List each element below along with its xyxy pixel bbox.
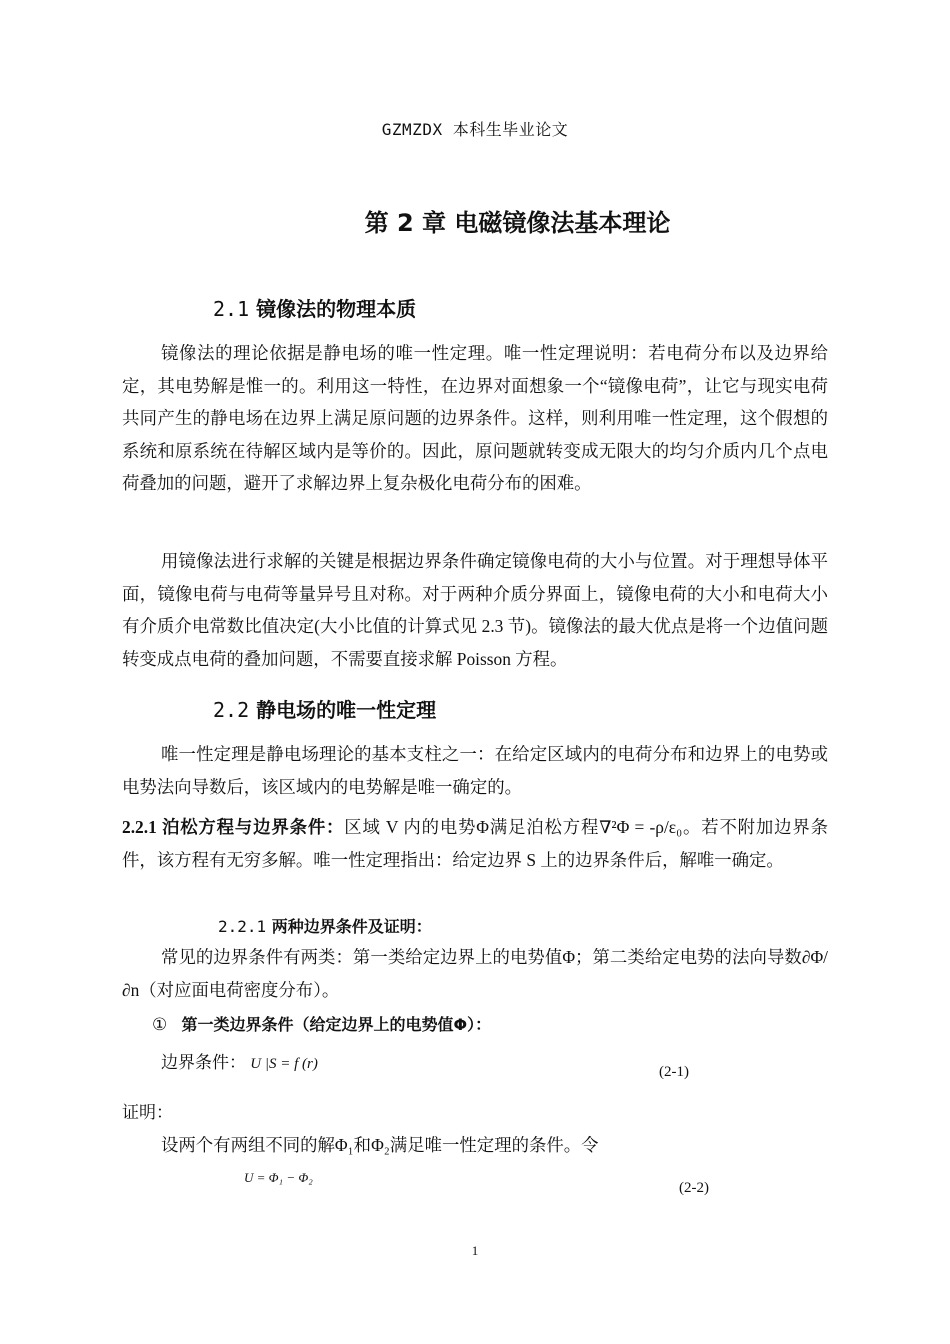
list-marker: ① — [152, 1015, 168, 1034]
subsection-2-2-1-heading — [218, 914, 432, 937]
proof-text: 设两个有两组不同的解Φ₁和Φ₂满足唯一性定理的条件。令 — [161, 1135, 599, 1155]
section-2-1-heading — [213, 293, 416, 322]
section-2-1-paragraph-1: 镜像法的理论依据是静电场的唯一性定理。唯一性定理说明：若电荷分布以及边界给定，其电势解是惟一的。利用这一特性，在边界对面想象一个“镜像电荷”，让它与现实电荷共同产生的静电场在边界上满足原问题的边界条件。这样，则利用唯一性定理，这个假想的系统和原系统在待解区域内是等价的。因此，原问题就转变成无限大的均匀介质内几个点电荷叠加的问题，避开了求解边界上复杂极化电荷分布的困难。 — [122, 343, 828, 494]
boundary-condition-line — [161, 1048, 318, 1073]
subsection-2-2-1-title: 两种边界条件及证明： — [271, 917, 432, 936]
equation-2-2-formula: U = Φ₁ − Φ₂ — [244, 1170, 313, 1185]
chapter-title: 第 2 章 电磁镜像法基本理论 — [364, 209, 671, 237]
subheading-2-2-1-inline: 2.2.1 泊松方程与边界条件： — [122, 817, 345, 837]
list-item-1 — [152, 1012, 491, 1035]
proof-label: 证明： — [122, 1103, 173, 1122]
boundary-condition-label: 边界条件： — [161, 1053, 246, 1072]
section-2-1-number: 2.1 — [213, 297, 250, 321]
subsection-2-2-1-paragraph: 常见的边界条件有两类：第一类给定边界上的电势值Φ；第二类给定电势的法向导数∂Φ/∂n（对应面电荷密度分布）。 — [122, 947, 828, 1000]
section-2-1-title: 镜像法的物理本质 — [256, 297, 417, 321]
page-number: 1 — [471, 1243, 479, 1258]
section-2-1-paragraph-2: 用镜像法进行求解的关键是根据边界条件确定镜像电荷的大小与位置。对于理想导体平面，镜像电荷与电荷等量异号且对称。对于两种介质分界面上，镜像电荷的大小和电荷大小有介质介电常数比值决定(大小比值的计算式见 2.3 节)。镜像法的最大优点是将一个边值问题转变成点电荷的叠加问题，不需要直接求解 Poisson 方程。 — [122, 551, 828, 669]
section-2-2-paragraph-1: 唯一性定理是静电场理论的基本支柱之一：在给定区域内的电荷分布和边界上的电势或电势法向导数后，该区域内的电势解是唯一确定的。 — [122, 744, 828, 797]
section-2-2-heading — [213, 694, 436, 723]
equation-number-2-2: (2-2) — [679, 1180, 709, 1196]
list-item-1-text: 第一类边界条件（给定边界上的电势值Φ）： — [181, 1015, 492, 1034]
subsection-2-2-1-number: 2.2.1 — [218, 917, 267, 936]
page-header: GZMZDX 本科生毕业论文 — [381, 120, 569, 139]
equation-number-2-1: (2-1) — [659, 1064, 689, 1080]
section-2-2-title: 静电场的唯一性定理 — [256, 698, 437, 722]
section-2-2-paragraph-2: 2.2.1 泊松方程与边界条件：区域 V 内的电势Φ满足泊松方程∇²Φ = -ρ/ε₀。若不附加边界条件，该方程有无穷多解。唯一性定理指出：给定边界 S 上的边界条件后，解唯一确定。 — [122, 817, 828, 870]
boundary-condition-formula: U |S = f (r) — [250, 1056, 318, 1072]
section-2-2-number: 2.2 — [213, 698, 250, 722]
